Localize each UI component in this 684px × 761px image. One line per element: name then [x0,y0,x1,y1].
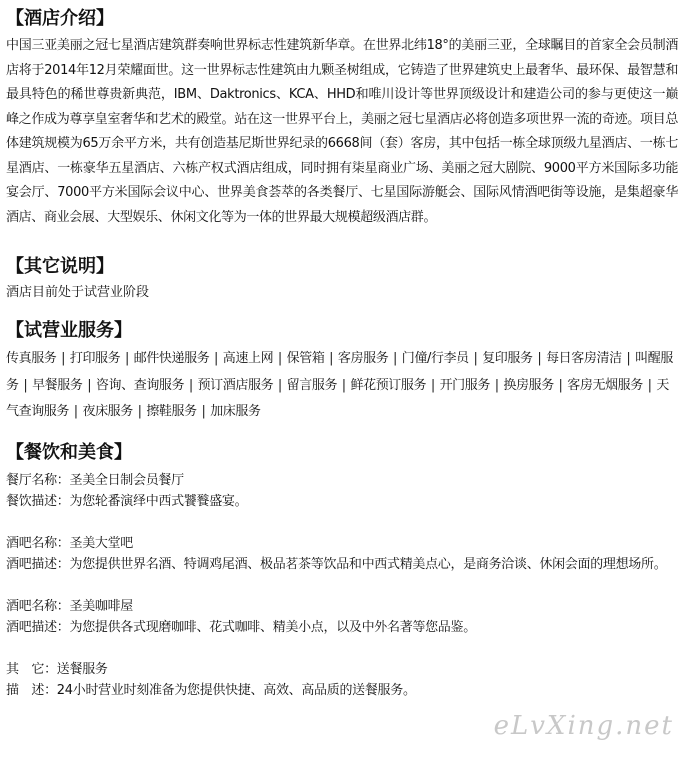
service-item: 叫醒服务 [6,351,673,393]
service-item: 客房无烟服务 [567,377,643,393]
service-separator: | [57,351,69,366]
service-separator: | [70,404,82,420]
service-item: 保管箱 [286,351,325,366]
service-separator: | [19,377,32,393]
service-item: 传真服务 [6,351,57,366]
service-separator: | [469,351,482,366]
coffee-house-name: 酒吧名称：圣美咖啡屋 [6,599,134,615]
service-item: 换房服务 [503,377,554,393]
service-separator: | [185,377,197,393]
other-notes-body: 酒店目前处于试营业阶段 [6,285,150,300]
services-list [6,346,678,426]
service-item: 复印服务 [482,351,533,366]
service-separator: | [389,351,401,366]
service-item: 留言服务 [286,377,338,393]
dining-item-room-service [6,659,678,701]
service-separator: | [274,377,286,393]
intro-body: 中国三亚美丽之冠七星酒店建筑群奏响世界标志性建筑新华章。在世界北纬18°的美丽三亚，全球瞩目的首家全会员制酒店将于2014年12月荣耀面世。这一世界标志性建筑由九颗圣树组成，它铸造了世界建筑史上最奢华、最环保、最智慧和最具特色的稀世尊贵新典范，IBM、Daktronics、KCA、HHD和唯川设计等世界顶级设计和建造公司的参与更使这一巅峰之作成为尊享皇室奢华和艺术的殿堂。站在这一世界平台上，美丽之冠七星酒店必将创造多项世界一流的奇迹。项目总体建筑规模为65万余平方米，共有创造基尼斯世界纪录的6668间（套）客房，其中包括一栋全球顶级九星酒店、一栋七星酒店、一栋豪华五星酒店、六栋产权式酒店组成，同时拥有柒星商业广场、美丽之冠大剧院、9000平方米国际多功能宴会厅、7000平方米国际会议中心、世界美食荟萃的各类餐厅、七星国际游艇会、国际风情酒吧街等设施，是集超豪华酒店、商业会展、大型娱乐、休闲文化等为一体的世界最大规模超级酒店群。 [6,38,678,225]
site-watermark: eLvXing.net [493,711,674,741]
dining-item-restaurant [6,470,678,512]
service-item: 邮件快递服务 [133,351,210,366]
service-item: 门僮/行李员 [401,351,469,366]
service-item: 夜床服务 [82,404,133,420]
intro-title: 【酒店介绍】 [6,8,114,29]
service-item: 擦鞋服务 [146,404,197,420]
service-separator: | [210,351,222,366]
service-separator: | [643,377,656,393]
lobby-bar-desc: 酒吧描述：为您提供世界名酒、特调鸡尾酒、极品茗茶等饮品和中西式精美点心，是商务洽谈、休闲会面的理想场所。 [6,557,667,573]
dining-item-lobby-bar [6,533,678,575]
service-separator: | [427,377,439,393]
room-service-name: 其 它：送餐服务 [6,662,108,678]
hotel-info-page [6,6,678,701]
service-item: 鲜花预订服务 [350,377,427,393]
service-item: 加床服务 [210,404,261,420]
service-separator: | [274,351,286,366]
service-item: 预订酒店服务 [197,377,274,393]
service-separator: | [490,377,503,393]
service-separator: | [197,404,210,420]
restaurant-desc: 餐饮描述：为您轮番演绎中西式饕餮盛宴。 [6,494,248,510]
service-item: 咨询、查询服务 [95,377,185,393]
dining-title: 【餐饮和美食】 [6,442,132,464]
restaurant-name: 餐厅名称：圣美全日制会员餐厅 [6,473,184,489]
service-separator: | [121,351,133,366]
lobby-bar-name: 酒吧名称：圣美大堂吧 [6,536,134,552]
service-item: 早餐服务 [32,377,83,393]
service-separator: | [622,351,635,366]
dining-item-coffee-house [6,596,678,638]
coffee-house-desc: 酒吧描述：为您提供各式现磨咖啡、花式咖啡、精美小点，以及中外名著等您品鉴。 [6,620,476,636]
service-item: 打印服务 [69,351,121,366]
room-service-desc: 描 述：24小时营业时刻准备为您提供快捷、高效、高品质的送餐服务。 [6,683,416,699]
service-item: 开门服务 [439,377,490,393]
service-item: 高速上网 [222,351,274,366]
service-item: 每日客房清洁 [546,351,622,366]
service-separator: | [533,351,546,366]
service-separator: | [325,351,337,366]
service-separator: | [554,377,567,393]
service-item: 天气查询服务 [6,377,669,420]
service-separator: | [338,377,350,393]
service-item: 客房服务 [337,351,389,366]
service-separator: | [133,404,146,420]
service-separator: | [83,377,95,393]
services-title: 【试营业服务】 [6,320,132,341]
other-notes-title: 【其它说明】 [6,256,114,277]
